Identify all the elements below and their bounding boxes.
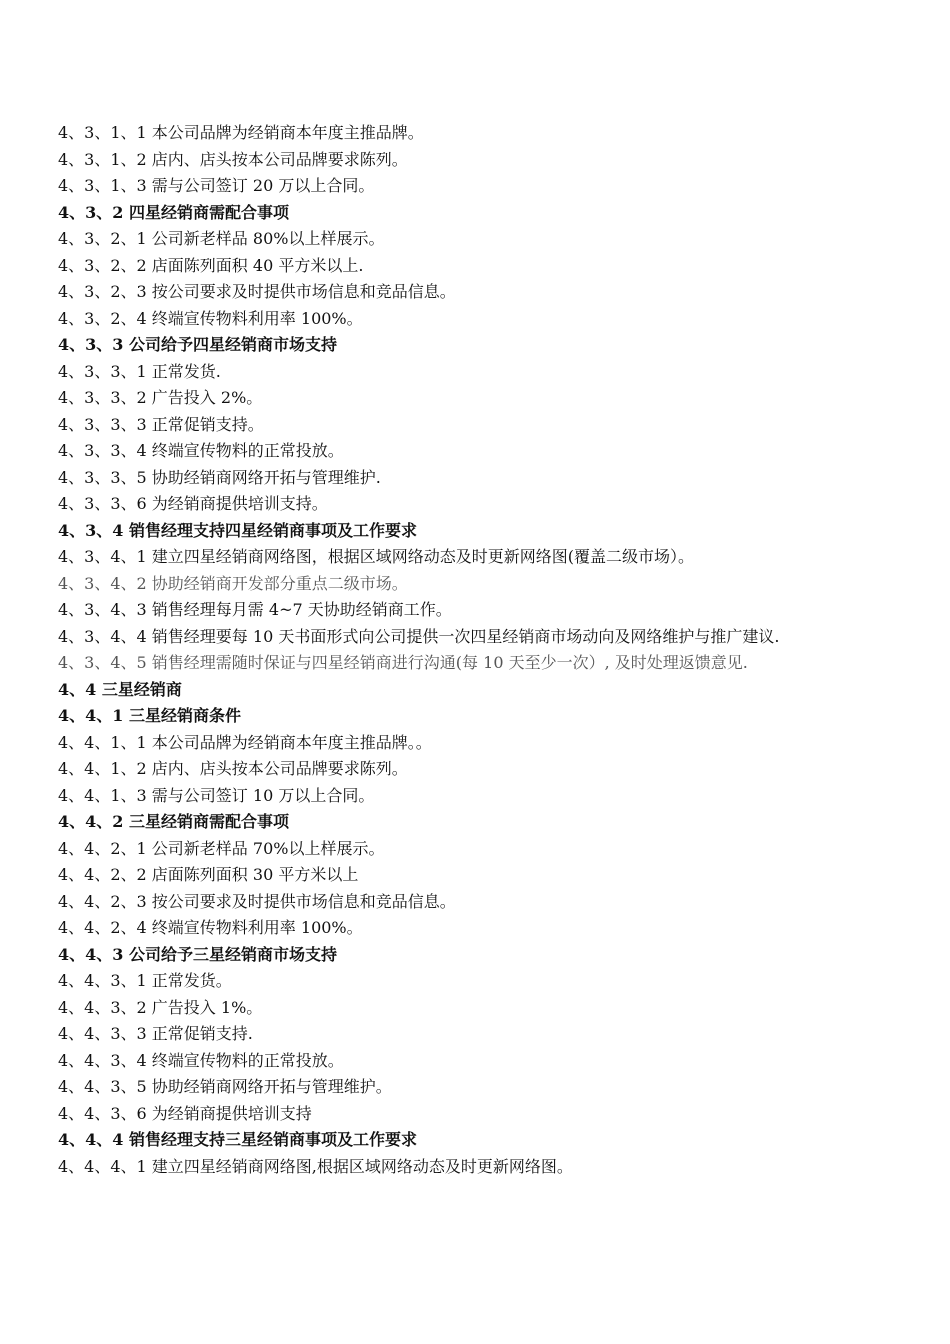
list-item: 4、3、3、3 正常促销支持。: [58, 414, 264, 434]
section-heading: 4、4 三星经销商: [58, 679, 182, 699]
list-item: 4、3、4、2 协助经销商开发部分重点二级市场。: [58, 573, 408, 593]
list-item: 4、3、3、4 终端宣传物料的正常投放。: [58, 441, 344, 460]
list-item: 4、4、3、1 正常发货。: [58, 971, 232, 990]
list-item: 4、4、1、2 店内、店头按本公司品牌要求陈列。: [58, 759, 408, 778]
section-heading: 4、3、2 四星经销商需配合事项: [58, 202, 289, 222]
section-heading: 4、4、1 三星经销商条件: [58, 706, 241, 725]
list-item: 4、4、3、3 正常促销支持.: [58, 1024, 253, 1043]
list-item: 4、4、3、2 广告投入 1%。: [58, 997, 263, 1017]
list-item: 4、3、3、1 正常发货.: [58, 361, 221, 381]
list-item: 4、4、4、1 建立四星经销商网络图,根据区域网络动态及时更新网络图。: [58, 1156, 573, 1176]
list-item: 4、3、3、2 广告投入 2%。: [58, 388, 263, 407]
list-item: 4、3、4、1 建立四星经销商网络图，根据区域网络动态及时更新网络图(覆盖二级市场）。: [58, 547, 695, 566]
section-heading: 4、3、4 销售经理支持四星经销商事项及工作要求: [58, 520, 417, 540]
list-item: 4、3、2、4 终端宣传物料利用率 100%。: [58, 308, 363, 328]
list-item: 4、3、3、6 为经销商提供培训支持。: [58, 494, 328, 513]
list-item: 4、3、1、1 本公司品牌为经销商本年度主推品牌。: [58, 123, 424, 142]
list-item: 4、4、2、4 终端宣传物料利用率 100%。: [58, 918, 363, 937]
list-item: 4、4、2、3 按公司要求及时提供市场信息和竞品信息。: [58, 891, 456, 911]
list-item: 4、3、1、2 店内、店头按本公司品牌要求陈列。: [58, 149, 408, 169]
list-item: 4、3、2、2 店面陈列面积 40 平方米以上.: [58, 255, 364, 275]
list-item: 4、4、1、3 需与公司签订 10 万以上合同。: [58, 785, 375, 805]
list-item: 4、3、4、5 销售经理需随时保证与四星经销商进行沟通(每 10 天至少一次）, 及时处理返馈意见.: [58, 653, 748, 672]
section-heading: 4、3、3 公司给予四星经销商市场支持: [58, 335, 337, 354]
list-item: 4、3、4、4 销售经理要每 10 天书面形式向公司提供一次四星经销商市场动向及网络维护与推广建议.: [58, 626, 780, 646]
list-item: 4、4、3、5 协助经销商网络开拓与管理维护。: [58, 1077, 392, 1096]
list-item: 4、3、3、5 协助经销商网络开拓与管理维护.: [58, 467, 381, 487]
list-item: 4、3、1、3 需与公司签订 20 万以上合同。: [58, 176, 375, 195]
list-item: 4、4、3、6 为经销商提供培训支持: [58, 1103, 312, 1123]
document-body: [58, 120, 888, 1180]
section-heading: 4、4、3 公司给予三星经销商市场支持: [58, 944, 337, 964]
section-heading: 4、4、2 三星经销商需配合事项: [58, 812, 289, 831]
list-item: 4、3、4、3 销售经理每月需 4~7 天协助经销商工作。: [58, 600, 452, 619]
list-item: 4、4、2、2 店面陈列面积 30 平方米以上: [58, 865, 359, 884]
list-item: 4、4、1、1 本公司品牌为经销商本年度主推品牌。。: [58, 732, 432, 752]
list-item: 4、4、3、4 终端宣传物料的正常投放。: [58, 1050, 344, 1070]
list-item: 4、3、2、3 按公司要求及时提供市场信息和竞品信息。: [58, 282, 456, 301]
section-heading: 4、4、4 销售经理支持三星经销商事项及工作要求: [58, 1130, 417, 1149]
list-item: 4、4、2、1 公司新老样品 70%以上样展示。: [58, 838, 385, 858]
list-item: 4、3、2、1 公司新老样品 80%以上样展示。: [58, 229, 385, 248]
